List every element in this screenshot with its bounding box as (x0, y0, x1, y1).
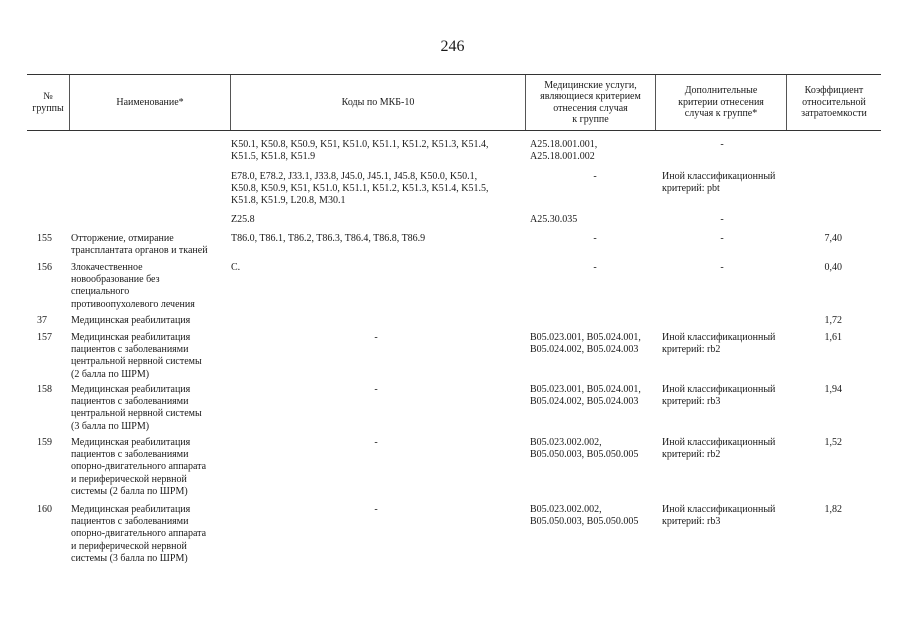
coef-cell: 1,82 (824, 504, 842, 515)
text-line: B05.024.002, B05.024.003 (530, 344, 639, 356)
text-line: E78.0, E78.2, J33.1, J33.8, J45.0, J45.1, J45.8, K50.0, K50.1, (231, 171, 478, 182)
header-coef (786, 75, 881, 130)
text-line: K50.8, K50.9, K51, K51.0, K51.1, K51.2, K51.3, K51.4, K51.5, (231, 183, 489, 195)
text-line: K51.5, K51.8, K51.9 (231, 151, 316, 163)
text-line: № (43, 91, 53, 102)
text-line: B05.050.003, B05.050.005 (530, 516, 639, 528)
codes-cell: C. (231, 262, 241, 273)
text-line: случая к группе* (684, 108, 758, 120)
criteria-cell: - (720, 214, 724, 225)
table-header (27, 74, 881, 131)
codes-cell (231, 139, 489, 163)
row-name (71, 262, 195, 311)
services-cell (530, 332, 641, 356)
text-line: пациентов с заболеваниями (71, 516, 189, 528)
row-name (71, 384, 202, 433)
header-services (525, 75, 655, 130)
services-cell (530, 504, 638, 528)
text-line: системы (2 балла по ШРМ) (71, 485, 188, 497)
services-cell: - (593, 262, 597, 273)
text-line: относительной (802, 96, 866, 108)
services-cell: - (593, 171, 597, 182)
text-line: Злокачественное (71, 262, 143, 273)
text-line: B05.024.002, B05.024.003 (530, 396, 639, 408)
text-line: критерии отнесения (678, 96, 764, 108)
coef-cell: 7,40 (824, 233, 842, 244)
codes-cell: - (374, 437, 378, 448)
header-criteria (655, 75, 786, 130)
text-line: трансплантата органов и тканей (71, 245, 208, 257)
text-line: Медицинские услуги, (544, 79, 637, 91)
text-line: B05.050.003, B05.050.005 (530, 449, 639, 461)
row-name (71, 504, 206, 565)
text-line: к группе (572, 114, 609, 125)
text-line: Иной классификационный (662, 437, 776, 448)
row-name (71, 332, 202, 381)
criteria-cell (662, 171, 775, 195)
row-number: 155 (37, 233, 52, 244)
services-cell (530, 384, 641, 408)
text-line: Наименование* (116, 96, 184, 108)
criteria-cell (662, 332, 775, 356)
text-line: B05.023.002.002, (530, 504, 602, 515)
text-line: затратоемкости (801, 108, 867, 120)
text-line: пациентов с заболеваниями (71, 344, 189, 356)
text-line: (2 балла по ШРМ) (71, 368, 150, 380)
page-number: 246 (440, 38, 465, 55)
coef-cell: 1,61 (824, 332, 842, 343)
text-line: K50.1, K50.8, K50.9, K51, K51.0, K51.1, K51.2, K51.3, K51.4, (231, 139, 489, 150)
text-line: пациентов с заболеваниями (71, 449, 189, 461)
services-cell: - (593, 233, 597, 244)
text-line: Иной классификационный (662, 332, 776, 343)
criteria-cell: - (720, 233, 724, 244)
codes-cell: - (374, 504, 378, 515)
services-cell (530, 437, 638, 461)
text-line: Дополнительные (684, 85, 758, 97)
text-line: B05.023.001, B05.024.001, (530, 332, 641, 343)
row-number: 160 (37, 504, 52, 515)
codes-cell: Z25.8 (231, 214, 255, 225)
text-line: опорно-двигательного аппарата (71, 528, 207, 540)
services-cell (530, 139, 597, 163)
row-number: 157 (37, 332, 52, 343)
coef-cell: 0,40 (824, 262, 842, 273)
text-line: критерий: rb3 (662, 516, 721, 528)
text-line: центральной нервной системы (71, 408, 202, 420)
criteria-cell (662, 504, 775, 528)
text-line: Отторжение, отмирание (71, 233, 174, 244)
header-num (27, 75, 69, 130)
row-name: Медицинская реабилитация (71, 315, 191, 326)
text-line: Медицинская реабилитация (71, 332, 191, 343)
text-line: критерий: rb2 (662, 344, 721, 356)
text-line: Коэффициент (804, 85, 864, 97)
text-line: пациентов с заболеваниями (71, 396, 189, 408)
text-line: опорно-двигательного аппарата (71, 461, 207, 473)
row-number: 158 (37, 384, 52, 395)
text-line: Иной классификационный (662, 384, 776, 395)
text-line: Медицинская реабилитация (71, 437, 191, 448)
text-line: новообразование без (71, 274, 160, 286)
text-line: критерий: rb3 (662, 396, 721, 408)
criteria-cell: - (720, 262, 724, 273)
codes-cell: - (374, 332, 378, 343)
services-cell: A25.30.035 (530, 214, 578, 225)
row-number: 156 (37, 262, 52, 273)
codes-cell (231, 171, 489, 208)
criteria-cell (662, 384, 775, 408)
row-name (71, 437, 206, 498)
text-line: B05.023.001, B05.024.001, (530, 384, 641, 395)
text-line: (3 балла по ШРМ) (71, 420, 150, 432)
text-line: A25.18.001.002 (530, 151, 595, 163)
text-line: и периферической нервной (71, 540, 187, 552)
text-line: Медицинская реабилитация (71, 504, 191, 515)
row-number: 159 (37, 437, 52, 448)
text-line: центральной нервной системы (71, 356, 202, 368)
text-line: K51.8, K51.9, L20.8, M30.1 (231, 195, 346, 207)
row-number: 37 (37, 315, 47, 326)
text-line: Коды по МКБ-10 (341, 96, 415, 108)
text-line: A25.18.001.001, (530, 139, 598, 150)
row-name (71, 233, 208, 257)
text-line: и периферической нервной (71, 473, 187, 485)
text-line: критерий: pbt (662, 183, 720, 195)
coef-cell: 1,94 (824, 384, 842, 395)
criteria-cell (662, 437, 775, 461)
text-line: отнесения случая (553, 102, 628, 114)
coef-cell: 1,72 (824, 315, 842, 326)
text-line: Иной классификационный (662, 171, 776, 182)
text-line: системы (3 балла по ШРМ) (71, 552, 188, 564)
coef-cell: 1,52 (824, 437, 842, 448)
codes-cell: T86.0, T86.1, T86.2, T86.3, T86.4, T86.8, T86.9 (231, 233, 426, 244)
text-line: противоопухолевого лечения (71, 298, 195, 310)
text-line: B05.023.002.002, (530, 437, 602, 448)
text-line: Иной классификационный (662, 504, 776, 515)
header-name (69, 75, 230, 130)
text-line: Медицинская реабилитация (71, 384, 191, 395)
criteria-cell: - (720, 139, 724, 150)
text-line: специального (71, 286, 130, 298)
text-line: критерий: rb2 (662, 449, 721, 461)
header-codes (230, 75, 525, 130)
text-line: являющиеся критерием (540, 91, 641, 102)
codes-cell: - (374, 384, 378, 395)
text-line: группы (32, 102, 64, 114)
